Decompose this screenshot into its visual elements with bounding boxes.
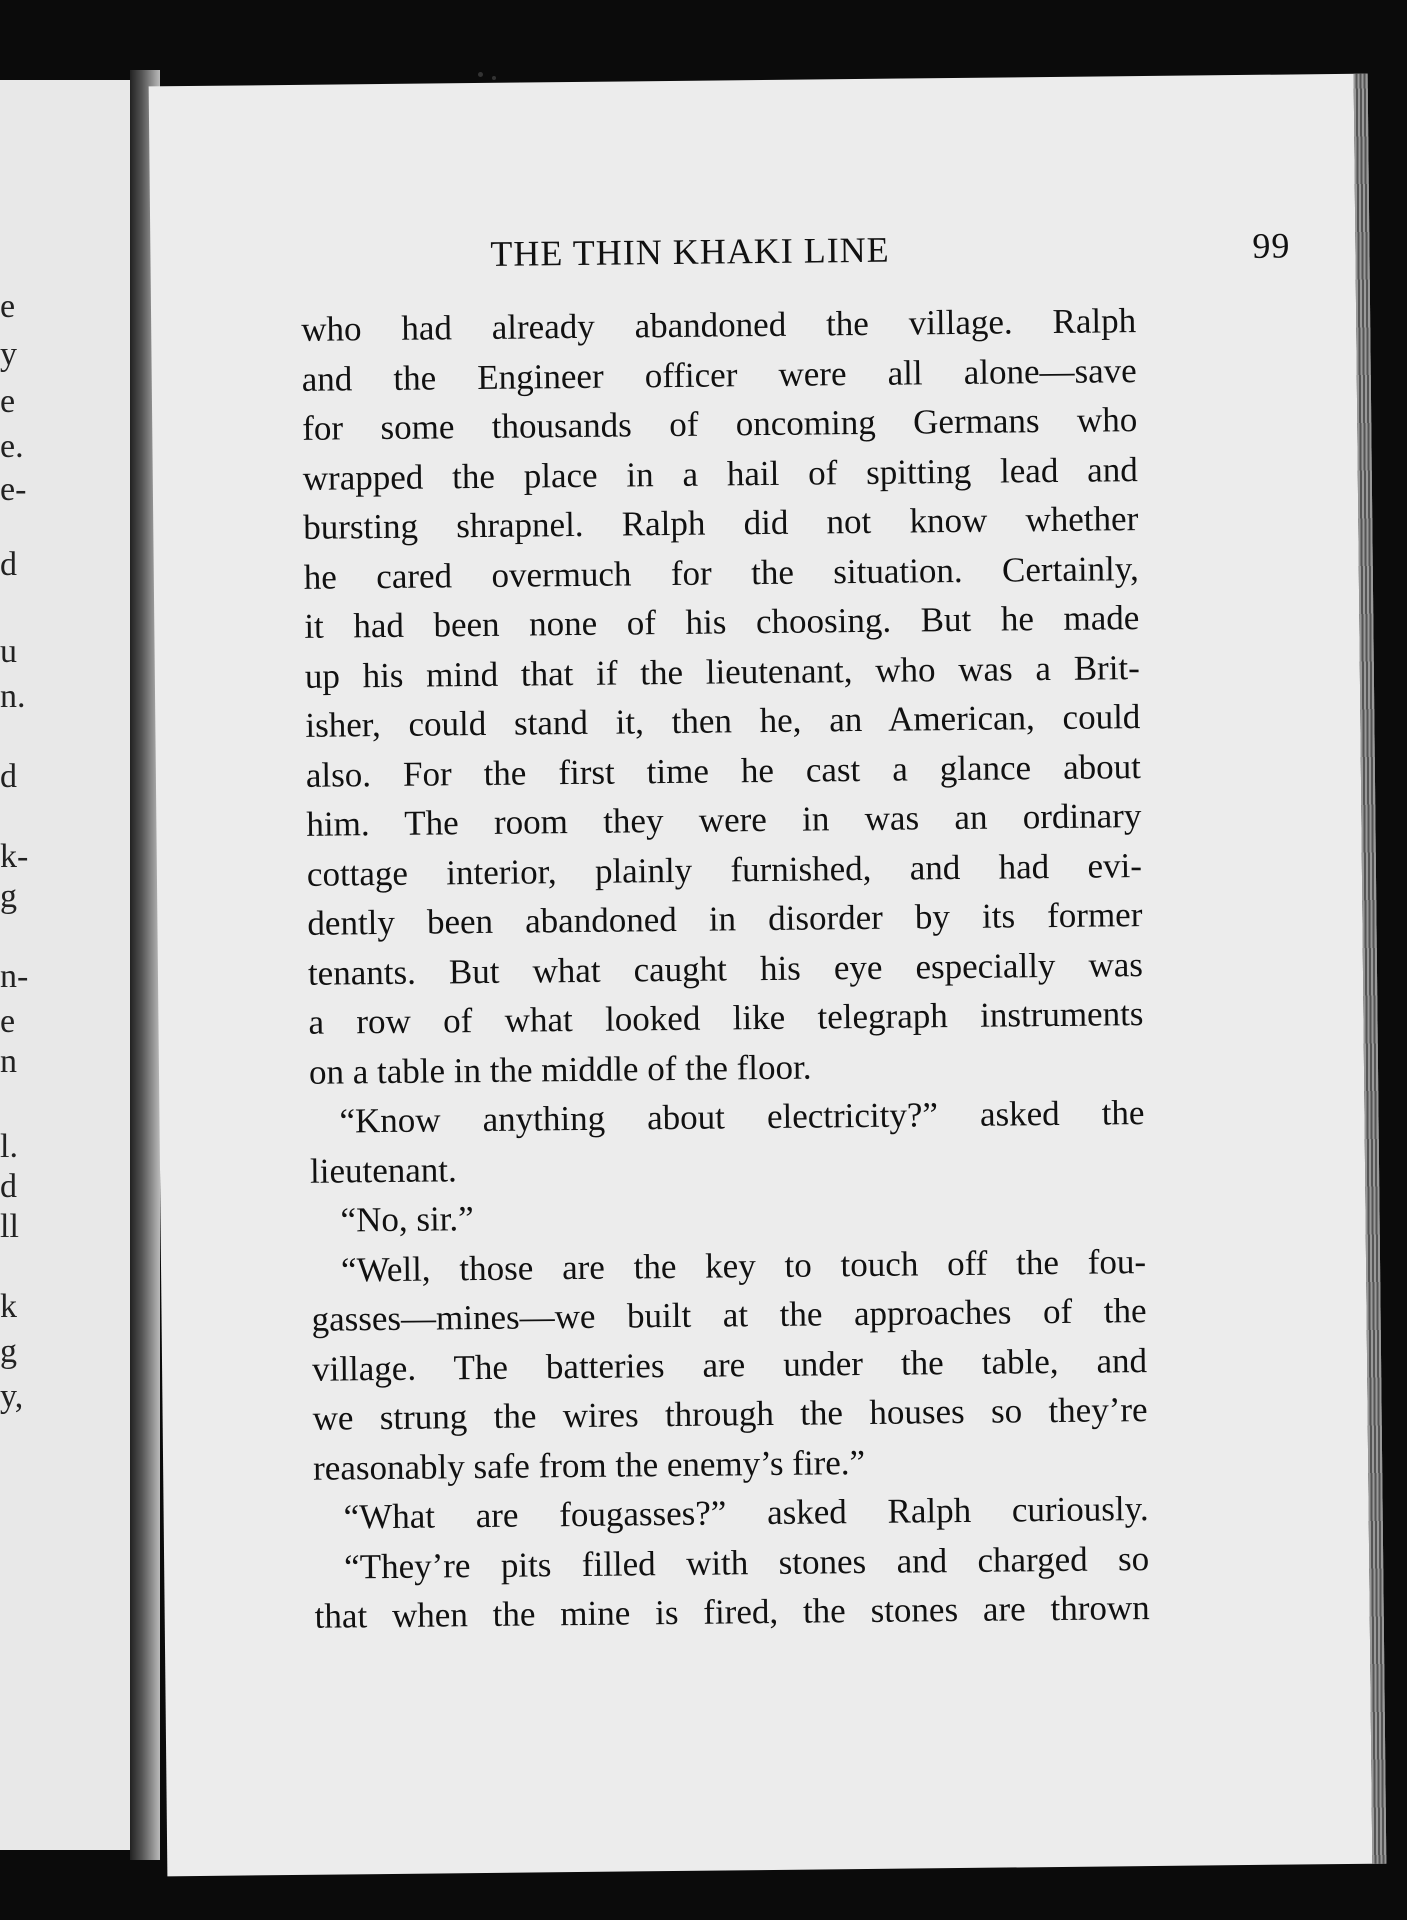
left-page-fragment: l. [0,1128,18,1165]
text-line: for some thousands of oncoming Germans who [302,400,1138,448]
left-page-fragment: y [0,336,17,373]
text-line: gasses—mines—we built at the approaches of the [311,1291,1147,1339]
text-line: also. For the first time he cast a glance about [305,746,1142,795]
text-line: we strung the wires through the houses so they’re [312,1390,1148,1438]
book-page [149,74,1387,1877]
text-line: isher, could stand it, then he, an American, could [305,697,1141,745]
text-line: and the Engineer officer were all alone—save [301,350,1137,399]
left-page-fragment: g [0,1333,17,1370]
page-header [490,224,1291,274]
left-page-fragment: n [0,1043,17,1080]
text-line: he cared overmuch for the situation. Certainly, [303,548,1139,597]
left-page-fragment: u [0,633,17,670]
text-line: reasonably safe from the enemy’s fire.” [312,1442,866,1488]
text-line: “No, sir.” [340,1199,474,1240]
text-line: up his mind that if the lieutenant, who was a Brit- [304,647,1141,696]
left-page-fragment: d [0,1168,17,1205]
text-line: it had been none of his choosing. But he made [304,598,1140,646]
page-edge [1354,74,1387,1864]
left-page-sliver [0,80,140,1850]
left-page-fragment: n. [0,678,26,715]
text-line: “They’re pits filled with stones and charged so [343,1538,1150,1586]
text-line: wrapped the place in a hail of spitting lead and [302,449,1138,498]
speck [478,72,483,77]
text-line: tenants. But what caught his eye especially was [307,944,1144,993]
text-line: a row of what looked like telegraph instruments [308,994,1144,1042]
text-line: “What are fougasses?” asked Ralph curiously. [343,1489,1149,1537]
speck [492,76,496,80]
left-page-fragment: d [0,546,17,583]
text-line: that when the mine is fired, the stones are thrown [314,1588,1150,1636]
text-line: lieutenant. [309,1149,457,1191]
left-page-fragment: g [0,878,17,915]
body-text [301,296,1150,1641]
left-page-fragment: d [0,758,17,795]
page-number: 99 [1252,225,1291,266]
text-line: who had already abandoned the village. Ralph [301,301,1137,349]
left-page-fragment: n- [0,958,29,995]
left-page-fragment: k [0,1288,17,1325]
left-page-fragment: e [0,383,16,420]
left-page-fragment: e [0,288,16,325]
left-page-fragment: e. [0,428,24,465]
left-page-fragment: e- [0,471,27,508]
text-line: dently been abandoned in disorder by its former [307,895,1143,943]
running-title: THE THIN KHAKI LINE [490,229,890,274]
left-page-fragment: ll [0,1208,19,1245]
left-page-fragment: y, [0,1378,24,1415]
text-line: on a table in the middle of the floor. [308,1047,812,1092]
text-line: cottage interior, plainly furnished, and had evi- [306,845,1143,894]
text-line: “Know anything about electricity?” asked the [339,1093,1145,1141]
left-page-fragment: e [0,1003,16,1040]
text-line: village. The batteries are under the table, and [311,1340,1148,1389]
text-line: “Well, those are the key to touch off the fou- [340,1241,1147,1289]
left-page-fragment: k- [0,838,29,875]
text-line: bursting shrapnel. Ralph did not know whether [303,499,1139,547]
text-line: him. The room they were in was an ordinary [306,796,1142,844]
